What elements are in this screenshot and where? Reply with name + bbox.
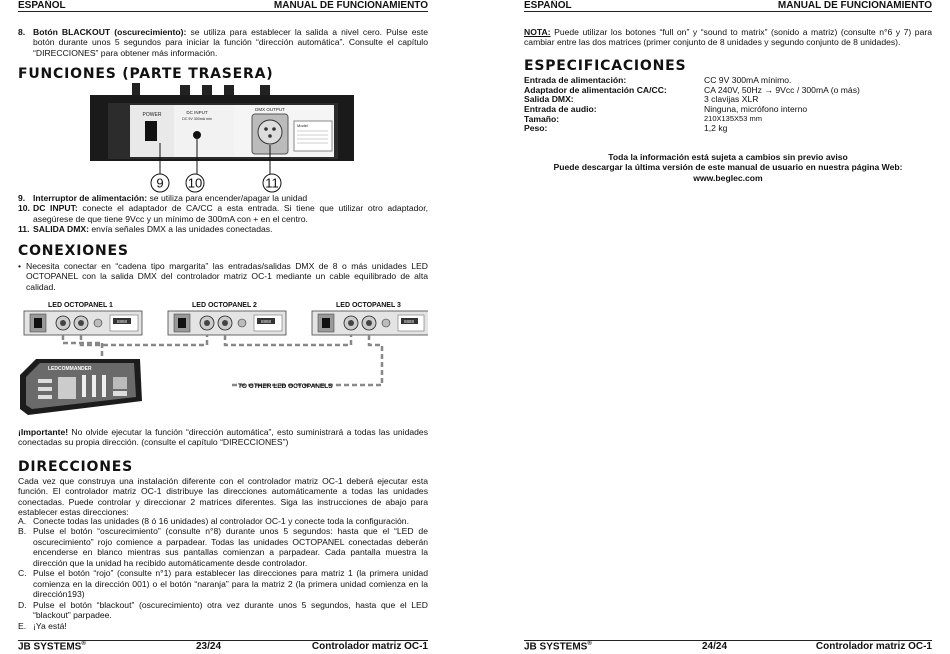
spec-key: Peso: [524, 123, 548, 134]
importante-text: No olvide ejecutar la función “dirección automática”, esto suministrará a todas las unidades conectadas su propia dirección. (consulte el capítulo “DIRECCIONES”) [18, 427, 428, 448]
spec-value: CA 240V, 50Hz → 9Vcc / 300mA (o más) [704, 84, 860, 95]
dc-label: DC INPUT [186, 110, 208, 115]
importante-note [18, 427, 428, 448]
right-page [524, 0, 932, 654]
footer-brand [524, 641, 592, 654]
spec-row [524, 114, 932, 124]
dmx-label: DMX OUTPUT [255, 107, 285, 112]
notice-download: Puede descargar la última versión de este manual de usuario en nuestra página Web: [553, 162, 903, 173]
footer-page-number: 23/24 [196, 641, 222, 653]
item-number: 10. [18, 203, 30, 214]
website-link[interactable]: www.beglec.com [693, 172, 763, 183]
model-label: Model [297, 123, 308, 128]
spec-key: Entrada de alimentación: [524, 75, 627, 85]
registered-mark: ® [587, 641, 592, 648]
power-label: POWER [142, 112, 162, 118]
page-footer [18, 640, 428, 654]
bullet: • [18, 261, 22, 271]
step-text: Pulse el botón “oscurecimiento” (consulte n°8) durante unos 5 segundos: hasta que el “LED de oscurecimiento” rojo comience a parpadear. Todas las unidades OCTOPANEL conectadas deberán encenderse en blanco mientras sus pantallas comienzan a parpadear. Cada pantalla muestra la dirección que la unidad ha recibido automáticamente desde controlador. [33, 526, 428, 568]
step-b [18, 526, 428, 568]
callout-10-label: 10 [187, 175, 203, 191]
octopanel-3 [312, 311, 428, 335]
panel-1-display: 8888 [116, 319, 128, 324]
panel-1-label: LED OCTOPANEL 1 [48, 302, 113, 309]
item-body: se utiliza para encender/apagar la unidad [147, 193, 308, 203]
footer-page-number: 24/24 [702, 641, 728, 653]
item-bold: DC INPUT: [33, 203, 78, 214]
footer-brand [18, 641, 86, 654]
left-page [18, 0, 428, 654]
section-title-funciones: FUNCIONES (PARTE TRASERA) [18, 66, 274, 82]
rear-item-10 [18, 203, 428, 224]
notice-changes: Toda la información está sujeta a cambios sin previo aviso [608, 152, 848, 162]
step-d [18, 600, 428, 621]
section-title-direcciones: DIRECCIONES [18, 459, 133, 475]
page-header [18, 0, 428, 12]
item-number: 11. [18, 224, 30, 235]
item-body: se utiliza para establecer la salida a nivel cero. Pulse este botón durante unos 5 segundos para iniciar la función “dirección automática”. Consulte el capítulo “DIRECCIONES” para obtener más información. [33, 27, 428, 58]
spec-value: 1,2 kg [704, 123, 728, 134]
power-switch [145, 121, 157, 141]
header-language: ESPAÑOL [18, 0, 66, 11]
octopanel-2 [168, 311, 286, 335]
item-text [33, 193, 428, 203]
controller-brand: LEDCOMMANDER [48, 366, 92, 372]
registered-mark: ® [81, 641, 86, 648]
spec-value: CC 9V 300mA mínimo. [704, 75, 792, 85]
connection-diagram [18, 297, 428, 419]
section-title-conexiones: CONEXIONES [18, 243, 129, 259]
rear-item-9 [18, 193, 428, 203]
step-letter: E. [18, 620, 27, 631]
rear-items-list [18, 193, 428, 235]
footer-product: Controlador matriz OC-1 [311, 641, 428, 653]
dc-sub-label: DC 9V 300mA min [182, 117, 212, 121]
item-body: conecte el adaptador de CA/CC a esta entrada. Si tiene que utilizar otro adaptador, asegúrese de que tiene 9Vcc y un mínimo de 300mA con + en el centro. [33, 203, 428, 224]
spec-row [524, 104, 932, 114]
step-e [18, 621, 428, 631]
page-header [524, 0, 932, 12]
specs-table [524, 75, 932, 133]
step-a [18, 516, 428, 526]
item-text [33, 224, 428, 234]
panel-2-label: LED OCTOPANEL 2 [192, 302, 257, 309]
spec-row [524, 85, 932, 95]
xlr-connector [258, 120, 282, 144]
step-letter: D. [18, 599, 27, 610]
notice-block [524, 152, 932, 183]
spec-value: Ninguna, micrófono interno [704, 104, 808, 115]
rear-panel-illustration [90, 83, 355, 193]
spec-key: Adaptador de alimentación CA/CC: [524, 84, 667, 95]
nota-label: NOTA: [524, 27, 551, 37]
spec-key: Salida DMX: [524, 94, 574, 105]
dc-jack [193, 131, 201, 139]
spec-value: 210X135X53 mm [704, 113, 762, 123]
item-number: 8. [18, 27, 26, 37]
step-c [18, 568, 428, 599]
rear-item-11 [18, 224, 428, 234]
footer-brand-text: JB SYSTEMS [18, 641, 82, 653]
item-text [33, 203, 428, 224]
spec-row [524, 75, 932, 85]
importante-bold: ¡Importante! [18, 427, 69, 437]
step-text: ¡Ya está! [33, 620, 67, 631]
footer-brand-text: JB SYSTEMS [524, 641, 588, 653]
callout-11-label: 11 [265, 175, 279, 191]
section-title-especificaciones: ESPECIFICACIONES [524, 58, 687, 74]
item-bold: Interruptor de alimentación: [33, 193, 148, 203]
item-bold: SALIDA DMX: [33, 224, 90, 235]
oc1-controller [20, 359, 142, 415]
conexiones-bullet-item [18, 261, 428, 292]
item-text [33, 27, 428, 58]
spec-key: Tamaño: [524, 113, 560, 124]
step-text: Pulse el botón “blackout” (oscurecimiento) otra vez durante unos 5 segundos, hasta que el LED “blackout” parpadee. [33, 599, 428, 621]
step-text: Conecte todas las unidades (8 ó 16 unidades) al controlador OC-1 y conecte toda la configuración. [33, 516, 409, 526]
header-title: MANUAL DE FUNCIONAMIENTO [777, 0, 932, 11]
conexiones-text: Necesita conectar en “cadena tipo margarita” las entradas/salidas DMX de 8 o más unidades LED OCTOPANEL con la salida DMX del controlador matriz OC-1 mediante un cable equilibrado de alta calidad. [26, 261, 428, 292]
item-bold: Botón BLACKOUT (oscurecimiento): [33, 27, 187, 37]
footer-product: Controlador matriz OC-1 [815, 641, 932, 653]
step-letter: C. [18, 568, 27, 579]
panel-3-display: 8888 [403, 319, 415, 324]
nota-paragraph [524, 27, 932, 48]
nota-text: Puede utilizar los botones “full on” y “sound to matrix” (sonido a matriz) (consulte n°6 y 7) para cambiar entre las dos matrices (primer conjunto de 8 unidades y segundo conjunto de 8 unidades). [524, 27, 932, 48]
item-number: 9. [18, 193, 26, 203]
spec-value: 3 clavijas XLR [704, 94, 759, 105]
panel-2-display: 8888 [260, 319, 272, 324]
panel-3-label: LED OCTOPANEL 3 [336, 302, 401, 309]
step-letter: A. [18, 516, 27, 526]
step-letter: B. [18, 526, 27, 537]
direcciones-intro: Cada vez que construya una instalación diferente con el controlador matriz OC-1 deberá ejecutar esta función. El controlador matriz OC-1 distribuye las direcciones automáticamente a todas las unidades conectadas. Puede controlar y direccionar 2 matrices diferentes. Siga las instrucciones de abajo para establecer estas direcciones: [18, 476, 428, 518]
page-footer [524, 640, 932, 654]
callout-9-label: 9 [156, 175, 164, 191]
spec-key: Entrada de audio: [524, 104, 597, 115]
item-body: envía señales DMX a las unidades conectadas. [89, 224, 273, 235]
function-item-8 [18, 27, 428, 58]
step-text: Pulse el botón “rojo” (consulte n°1) para establecer las direcciones para matriz 1 (la primera unidad comienza en la dirección 001) o el botón “naranja” para la matriz 2 (la primera unidad comienza en la dirección193) [33, 568, 428, 600]
header-title: MANUAL DE FUNCIONAMIENTO [273, 0, 428, 11]
knobs [132, 83, 270, 97]
other-panels-label: TO OTHER LED OCTOPANELS [238, 383, 333, 390]
direcciones-steps [18, 516, 428, 631]
header-language: ESPAÑOL [524, 0, 572, 11]
octopanel-1 [24, 311, 142, 335]
spec-row [524, 123, 932, 133]
spec-row [524, 94, 932, 104]
